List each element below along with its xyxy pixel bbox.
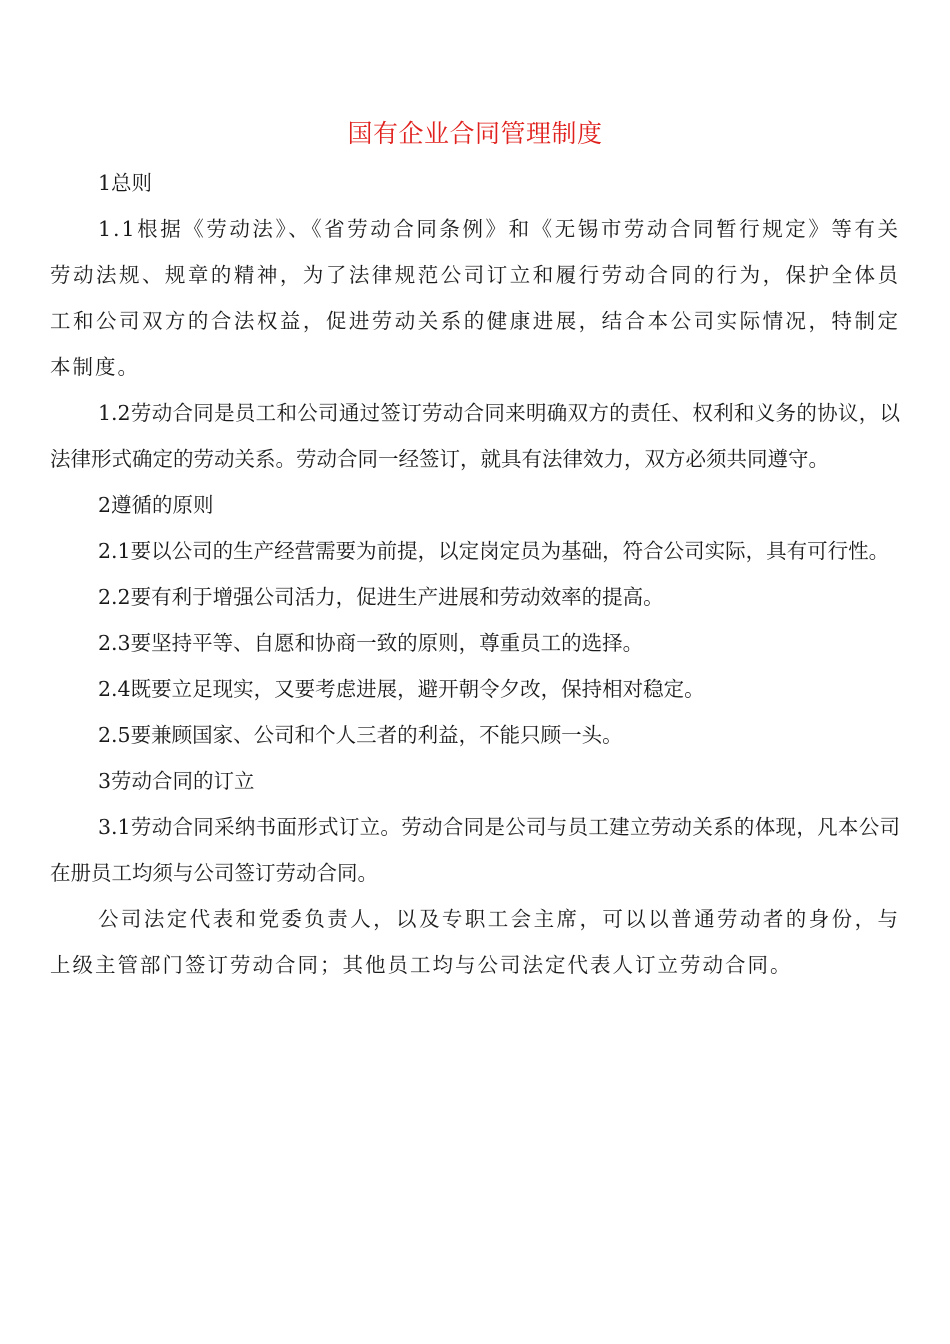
paragraph-3-1-continued: 公司法定代表和党委负责人，以及专职工会主席，可以以普通劳动者的身份，与上级主管部门签订劳动合同；其他员工均与公司法定代表人订立劳动合同。 [50, 907, 900, 977]
section-heading-1: 1总则 [98, 171, 153, 195]
paragraph-2-4: 2.4既要立足现实，又要考虑进展，避开朝令夕改，保持相对稳定。 [98, 677, 705, 701]
paragraph-1-2: 1.2劳动合同是员工和公司通过签订劳动合同来明确双方的责任、权利和义务的协议，以法律形式确定的劳动关系。劳动合同一经签订，就具有法律效力，双方必须共同遵守。 [50, 401, 900, 471]
paragraph-2-1: 2.1要以公司的生产经营需要为前提，以定岗定员为基础，符合公司实际，具有可行性。 [98, 539, 890, 563]
paragraph-2-2: 2.2要有利于增强公司活力，促进生产进展和劳动效率的提高。 [98, 585, 664, 609]
paragraph-3-1: 3.1劳动合同采纳书面形式订立。劳动合同是公司与员工建立劳动关系的体现，凡本公司在册员工均须与公司签订劳动合同。 [50, 815, 900, 885]
paragraph-1-1: 1.1根据《劳动法》、《省劳动合同条例》和《无锡市劳动合同暂行规定》等有关劳动法规、规章的精神，为了法律规范公司订立和履行劳动合同的行为，保护全体员工和公司双方的合法权益，促进劳动关系的健康进展，结合本公司实际情况，特制定本制度。 [50, 217, 900, 379]
document-title: 国有企业合同管理制度 [347, 119, 603, 148]
paragraph-2-3: 2.3要坚持平等、自愿和协商一致的原则，尊重员工的选择。 [98, 631, 644, 655]
paragraph-2-5: 2.5要兼顾国家、公司和个人三者的利益，不能只顾一头。 [98, 723, 623, 747]
section-heading-3: 3劳动合同的订立 [98, 769, 255, 793]
document-body [50, 160, 900, 988]
section-heading-2: 2遵循的原则 [98, 493, 214, 517]
